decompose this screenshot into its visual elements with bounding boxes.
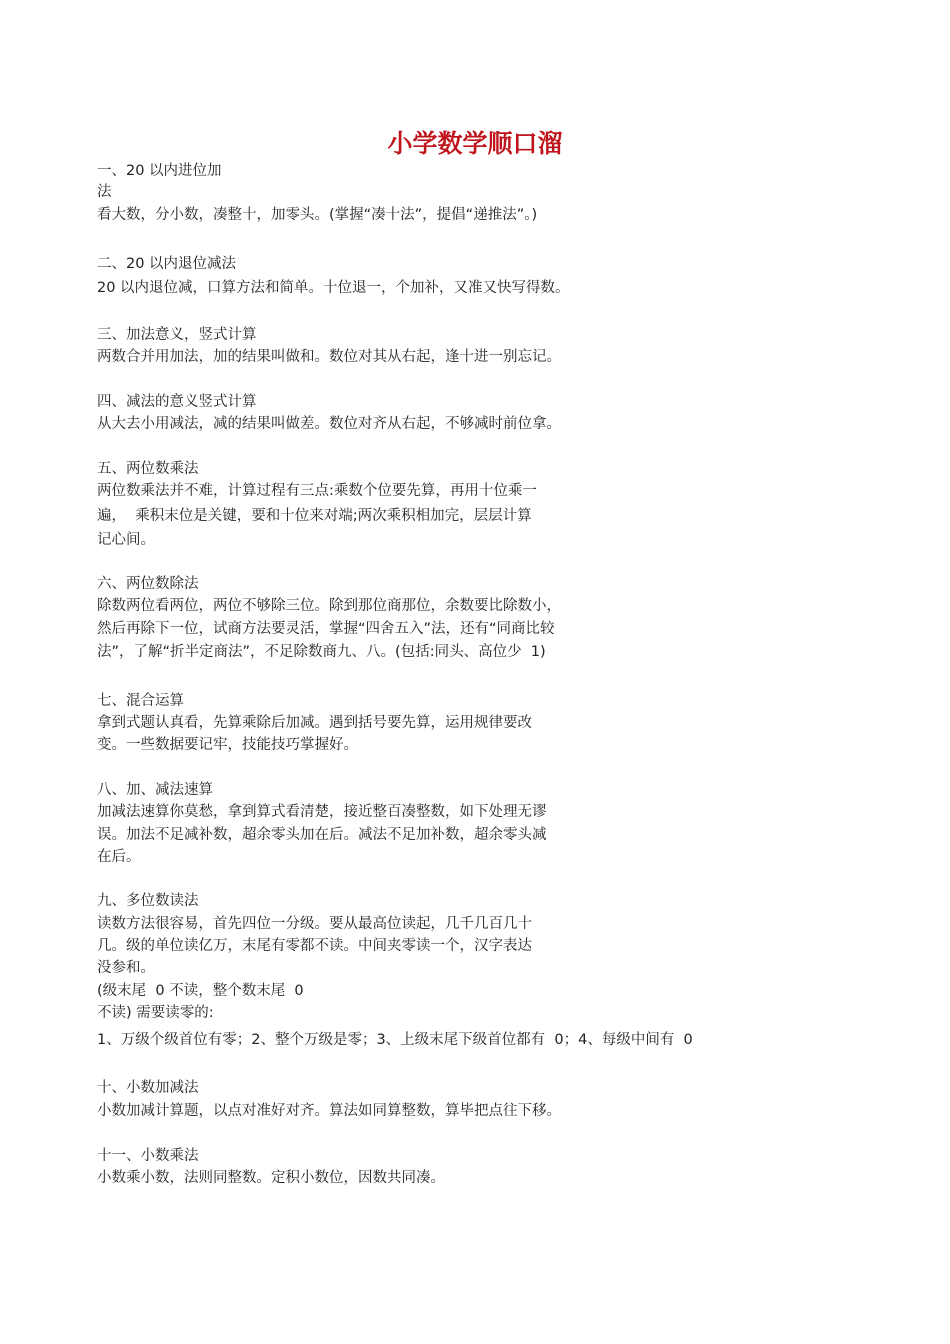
text-line: 除数两位看两位，两位不够除三位。除到那位商那位，余数要比除数小， <box>97 598 561 614</box>
section-heading: 五、两位数乘法 <box>97 461 199 477</box>
text-line: 然后再除下一位，试商方法要灵活，掌握“四舍五入”法，还有“同商比较 <box>97 621 555 637</box>
section-heading: 十一、小数乘法 <box>97 1148 199 1164</box>
text-line: 读数方法很容易，首先四位一分级。要从最高位读起，几千几百几十 <box>97 916 532 932</box>
text-line: 加减法速算你莫愁，拿到算式看清楚，接近整百凑整数，如下处理无谬 <box>97 804 547 820</box>
section-heading: 九、多位数读法 <box>97 893 199 909</box>
section-heading: 八、加、减法速算 <box>97 782 213 798</box>
text-line: 误。加法不足减补数，超余零头加在后。减法不足加补数，超余零头减 <box>97 827 547 843</box>
text-line: 法 <box>97 184 112 200</box>
text-line: 不读) 需要读零的: <box>97 1005 214 1021</box>
text-line: 从大去小用减法，减的结果叫做差。数位对齐从右起，不够减时前位拿。 <box>97 416 561 432</box>
text-line: 法”，了解“折半定商法”，不足除数商九、八。(包括:同头、高位少 1) <box>97 644 546 660</box>
text-line: 小数乘小数，法则同整数。定积小数位，因数共同凑。 <box>97 1170 445 1186</box>
text-line: 记心间。 <box>97 532 155 548</box>
section-heading: 三、加法意义，竖式计算 <box>97 327 257 343</box>
text-line: 变。一些数据要记牢，技能技巧掌握好。 <box>97 737 358 753</box>
section-heading: 六、两位数除法 <box>97 576 199 592</box>
text-line: 在后。 <box>97 849 141 865</box>
document-title: 小学数学顺口溜 <box>387 129 563 158</box>
text-line: 拿到式题认真看，先算乘除后加减。遇到括号要先算，运用规律要改 <box>97 715 532 731</box>
section-heading: 一、20 以内进位加 <box>97 163 222 179</box>
text-line: 1、万级个级首位有零；2、整个万级是零；3、上级末尾下级首位都有 0；4、每级中间有 0 <box>97 1032 693 1048</box>
section-heading: 十、小数加减法 <box>97 1080 199 1096</box>
text-line: 两数合并用加法，加的结果叫做和。数位对其从右起，逢十进一别忘记。 <box>97 349 561 365</box>
text-line: 小数加减计算题，以点对准好对齐。算法如同算整数，算毕把点往下移。 <box>97 1103 561 1119</box>
text-line: 看大数，分小数，凑整十，加零头。(掌握“凑十法”，提倡“递推法”。) <box>97 207 538 223</box>
text-line: 没参和。 <box>97 960 155 976</box>
section-heading: 二、20 以内退位减法 <box>97 256 237 272</box>
text-line: 遍， 乘积末位是关键，要和十位来对端;两次乘积相加完，层层计算 <box>97 508 532 524</box>
text-line: (级末尾 0 不读，整个数末尾 0 <box>97 983 304 999</box>
text-line: 几。级的单位读亿万，末尾有零都不读。中间夹零读一个，汉字表达 <box>97 938 532 954</box>
section-heading: 四、减法的意义竖式计算 <box>97 394 257 410</box>
text-line: 两位数乘法并不难，计算过程有三点:乘数个位要先算，再用十位乘一 <box>97 483 537 499</box>
text-line: 20 以内退位减，口算方法和简单。十位退一，个加补，又准又快写得数。 <box>97 280 570 296</box>
section-heading: 七、混合运算 <box>97 693 184 709</box>
